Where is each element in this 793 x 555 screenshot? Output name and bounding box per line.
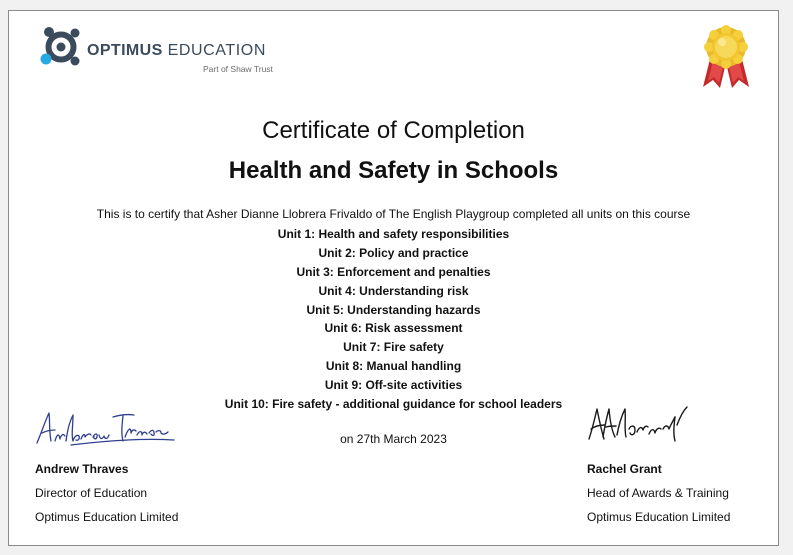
logo-brand-light: EDUCATION [167,42,267,59]
signatory-name: Rachel Grant [587,462,662,476]
signatory-left [35,462,178,534]
list-item: Unit 4: Understanding risk [318,283,469,298]
list-item: Unit 10: Fire safety - additional guidance for school leaders [224,397,563,412]
unit-list [9,225,778,414]
list-item: Unit 7: Fire safety [343,340,444,355]
optimus-education-logo [39,25,284,85]
logo-brand-name [87,42,266,60]
completion-date: on 27th March 2023 [340,432,447,446]
signatory-organisation: Optimus Education Limited [35,510,179,524]
certificate-heading: Certificate of Completion [262,117,525,144]
logo-tagline: Part of Shaw Trust [203,64,273,74]
list-item: Unit 6: Risk assessment [324,321,463,336]
signatory-right [587,462,730,534]
list-item: Unit 8: Manual handling [325,359,462,374]
signature-rachel-grant [585,399,695,449]
list-item: Unit 1: Health and safety responsibilities [277,227,510,241]
list-item: Unit 2: Policy and practice [318,245,469,260]
signatory-title: Director of Education [35,486,148,500]
signatory-name: Andrew Thraves [35,462,129,476]
list-item: Unit 9: Off-site activities [324,378,463,393]
signatory-organisation: Optimus Education Limited [587,510,731,524]
certificate [8,10,779,546]
signature-andrew-thraves [33,403,183,453]
list-item: Unit 3: Enforcement and penalties [296,264,491,279]
list-item: Unit 5: Understanding hazards [306,302,481,317]
award-rosette-icon [697,25,755,89]
logo-brand-bold: OPTIMUS [87,42,163,59]
signatory-title: Head of Awards & Training [587,486,729,500]
optimus-education-logo-icon [39,25,87,73]
course-title: Health and Safety in Schools [228,157,559,184]
certification-statement: This is to certify that Asher Dianne Llobrera Frivaldo of The English Playgroup completed all units on this course [96,207,691,221]
